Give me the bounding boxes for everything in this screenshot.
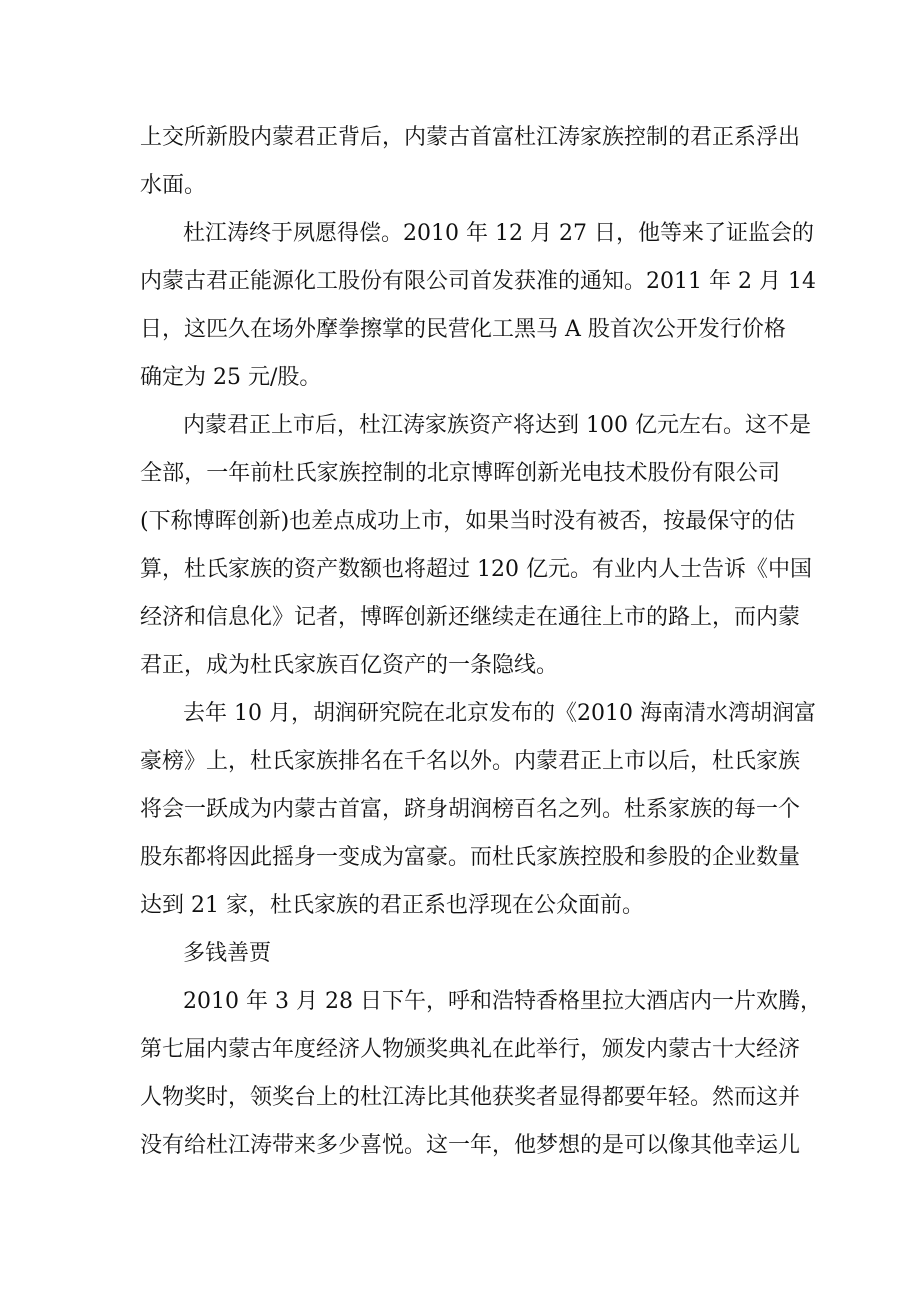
text-line: 豪榜》上，杜氏家族排名在千名以外。内蒙君正上市以后，杜氏家族	[140, 749, 801, 774]
text-line: 上交所新股内蒙君正背后，内蒙古首富杜江涛家族控制的君正系浮出	[140, 125, 801, 150]
text-line: 算，杜氏家族的资产数额也将超过 120 亿元。有业内人士告诉《中国	[140, 557, 812, 582]
text-line: 达到 21 家，杜氏家族的君正系也浮现在公众面前。	[140, 893, 644, 918]
text-line: 股东都将因此摇身一变成为富豪。而杜氏家族控股和参股的企业数量	[140, 845, 801, 870]
text-line: 杜江涛终于夙愿得偿。2010 年 12 月 27 日，他等来了证监会的	[183, 221, 814, 246]
text-line: 没有给杜江涛带来多少喜悦。这一年，他梦想的是可以像其他幸运儿	[140, 1133, 801, 1158]
section-heading: 多钱善贾	[183, 941, 272, 966]
text-line: 2010 年 3 月 28 日下午，呼和浩特香格里拉大酒店内一片欢腾，	[183, 989, 822, 1014]
text-line: 内蒙君正上市后，杜江涛家族资产将达到 100 亿元左右。这不是	[183, 413, 811, 438]
text-line: 水面。	[140, 173, 207, 198]
text-line: 内蒙古君正能源化工股份有限公司首发获准的通知。2011 年 2 月 14	[140, 269, 816, 294]
text-line: 君正，成为杜氏家族百亿资产的一条隐线。	[140, 653, 559, 678]
text-line: 日，这匹久在场外摩拳擦掌的民营化工黑马 A 股首次公开发行价格	[140, 317, 786, 342]
text-line: 人物奖时，领奖台上的杜江涛比其他获奖者显得都要年轻。然而这并	[140, 1085, 801, 1110]
text-line: 确定为 25 元/股。	[140, 365, 322, 390]
text-line: 去年 10 月，胡润研究院在北京发布的《2010 海南清水湾胡润富	[183, 701, 816, 726]
text-line: 将会一跃成为内蒙古首富，跻身胡润榜百名之列。杜系家族的每一个	[140, 797, 801, 822]
text-line: (下称博晖创新)也差点成功上市，如果当时没有被否，按最保守的估	[140, 509, 796, 534]
text-line: 经济和信息化》记者，博晖创新还继续走在通往上市的路上，而内蒙	[140, 605, 801, 630]
text-line: 全部，一年前杜氏家族控制的北京博晖创新光电技术股份有限公司	[140, 461, 780, 486]
text-line: 第七届内蒙古年度经济人物颁奖典礼在此举行，颁发内蒙古十大经济	[140, 1037, 801, 1062]
